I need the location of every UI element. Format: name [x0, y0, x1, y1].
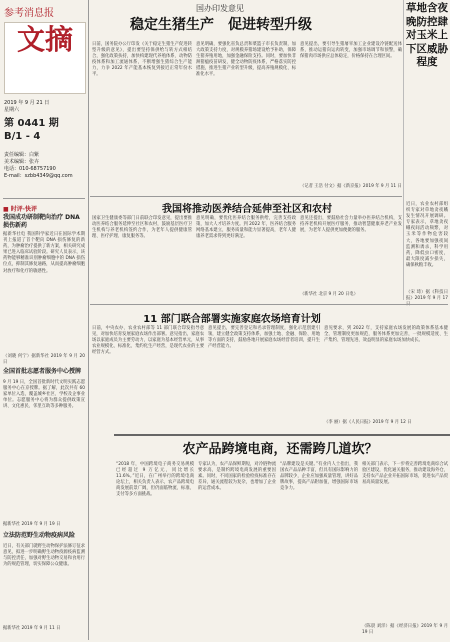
- middle-story-byline: （新华社 北京 9 月 20 日电）: [300, 292, 358, 297]
- page-range: B/1 - 4: [4, 131, 41, 142]
- paper-name: 参考消息报: [4, 8, 54, 19]
- left-story2-title: 全国首批志愿者服务中心授牌: [3, 368, 82, 375]
- section-tag: ■ 时评·快评: [3, 206, 38, 213]
- middle-story-headline: 我国将推动医养结合延伸至社区和农村: [162, 204, 332, 215]
- left-story1-title: 我国成功研制靶向治疗 DNA 损伤新药: [3, 214, 80, 229]
- top-story-byline: （记者 王浩 付文）据《新京报》2019 年 9 月 11 日: [300, 184, 402, 189]
- cross-border-body-2: 专家认为，农产品保鲜期短，对冷链物流要求高，是制约跨境电商发展的重要因素。同时，不同国家的检验检疫标准存在差异，通关流程较为复杂，也增加了企业的运营成本。: [198, 462, 276, 492]
- right-divider: [403, 0, 404, 300]
- cross-border-body-3: “品牌建设是关键。”有业内人士指出，我国农产品品种丰富，但具有国际影响力的品牌较少，企业应加强质量管理，讲好品牌故事，提高产品附加值，增强国际市场竞争力。: [280, 462, 358, 492]
- left-story3-byline: 据新华社 2019 年 9 月 11 日: [3, 626, 61, 631]
- left-story2-body: 9 月 19 日，全国首批新时代文明实践志愿服务中心在京授牌。据了解，此次共有 60 家单位入选，覆盖城乡社区、学校及企事业单位。志愿服务中心将为群众提供政策宣讲、文化惠民、邻里互助等多种服务。: [3, 380, 85, 410]
- left-story2-byline: 据新华社 2019 年 9 月 19 日: [3, 522, 61, 527]
- editor-line-2: 美术编辑：张卉: [4, 159, 40, 165]
- divider: [90, 304, 448, 305]
- divider: [90, 196, 402, 197]
- farm-story-byline: （李 丽）据《人民日报》2019 年 9 月 12 日: [324, 420, 412, 425]
- issue-number: 第 0441 期: [4, 118, 59, 129]
- editor-line-1: 责任编辑：白紫: [4, 152, 40, 158]
- right-body: 近日，农业农村部组织专家对草地贪夜蛾发生情况开展调研。专家表示，草地贪夜蛾夜间活动频繁，对玉米等作物危害较大，各地要加强夜间监测和诱杀，科学用药，降低虫口密度，最大限度减少损失，确保秋粮丰收。: [406, 202, 448, 268]
- farm-story-body-left: 日前，中央农办、农业农村部等 11 部门联合印发指导意见，对加快培育发展家庭农场作出部署。意见指出，家庭农场以家庭成员为主要劳动力，以家庭为基本经营单元，从事农业规模化、标准化、集约化生产经营，是现代农业的主要经营方式。: [92, 326, 204, 356]
- editor-line-3: 电话：010-68757190: [4, 166, 56, 172]
- right-headline: 草地含夜晚防控肆对玉米上下区威胁程度: [406, 2, 448, 69]
- cross-border-body-4: 相关部门表示，下一步将完善跨境电商综合试验区建设，优化通关服务，推动建设海外仓，支持农产品企业开拓国际市场，促进农产品贸易高质量发展。: [362, 462, 448, 486]
- middle-story-body-mid: 意见明确，要优化医养结合服务供给，完善支持政策，加大人才培养力度。到 2022 年，医养结合服务网络基本建立，服务质量和能力显著提高，老年人健康养老需求得到更好满足。: [196, 216, 296, 240]
- cross-border-body-1: “2018 年，中国跨境电子商务交易规模已经超过 9 万亿元，同比增长 11.6%。”近日，在广州举行的跨境电商论坛上，相关负责人表示，农产品跨境电商发展前景广阔，但仍面临物流、标准、支付等多方面挑战。: [116, 462, 194, 498]
- left-story3-title: 立法防范野生动物疫病风险: [3, 532, 76, 539]
- top-story-body-mid: 意见明确，要强化省负总责和菜篮子市长负责制，加大政策支持力度，对规模养猪场建设给予补助，保障生猪养殖用地，加强金融保险支持。同时，要加快非洲猪瘟疫苗研发，健全动物防疫体系，严格落实防控措施，推进生猪产业转型升级，提高养殖规模化、标准化水平。: [196, 42, 296, 78]
- middle-story-body-right: 意见还提出，要鼓励社会力量举办医养结合机构，支持养老机构开展医疗服务，推动智慧健康养老产业发展，为老年人提供更加便捷的服务。: [300, 216, 402, 234]
- left-story1-body: 据新华社电 我国科学家近日在国际学术期刊上报道了首个靶向 DNA 损伤修复的新药，为肿瘤治疗提供了新方案，相关研究成果已进入临床试验阶段。研究人员表示，该药物能够精准识别肿瘤细胞中的 DNA 损伤位点，抑制其修复通路，从而提高肿瘤细胞对放疗和化疗的敏感性。: [3, 232, 85, 274]
- left-column: [0, 0, 89, 640]
- farm-story-body-right: 意见要求，到 2022 年，支持家庭农场发展的政策体系基本健全，管理制度更加规范，服务体系更加完善，一批规模适度、生产集约、管理先进、效益明显的家庭农场加快成长。: [324, 326, 448, 344]
- editor-line-4: E-mail：szbb4349@qq.com: [4, 173, 73, 179]
- issue-weekday: 星期六: [4, 107, 20, 113]
- right-byline: （宋 琦）据《科技日报》2019 年 9 月 17: [406, 290, 448, 302]
- top-story-body-right: 意见提出，要引导生猪屠宰加工企业建设冷链配送体系，推动运猪向运肉转变，加强市场调节和预警，确保猪肉市场供应总体稳定，价格保持在合理区间。: [300, 42, 402, 60]
- left-story1-byline: （刘晓 何宁）据新华社 2019 年 9 月 20 日: [3, 354, 85, 366]
- farm-story-body-mid: 意见提出，要完善登记和名录管理制度，强化示范创建引领，建立健全政策支持体系，加强土地、金融、保险、用地等方面的支持，鼓励各地开展家庭农场经营者培训，提升生产经营能力。: [208, 326, 320, 350]
- cross-border-headline: 农产品跨境电商，还需跨几道坎？: [182, 442, 378, 457]
- farm-story-headline: 11 部门联合部署实施家庭农场培育计划: [143, 314, 321, 325]
- cross-border-byline: （陈晨 刘洋）据《经济日报》2019 年 9 月 19 日: [362, 624, 448, 636]
- top-story-kicker: 国办印发意见: [196, 4, 244, 13]
- top-story-headline: 稳定生猪生产 促进转型升级: [130, 17, 312, 33]
- section-name: 文摘: [4, 22, 86, 94]
- divider: [3, 198, 85, 199]
- top-story-body-left: 日前，国务院办公厅印发《关于稳定生猪生产促进转型升级的意见》，提出要坚持保供给与转方式相结合，强化政策扶持，加快构建现代养殖体系、动物防疫体系和加工流通体系，不断增强生猪综合生产能力，力争 2022 年产能基本恢复到接近正常年份水平。: [92, 42, 192, 78]
- left-story3-body: 近日，有关部门就野生动物保护法修订征求意见，拟进一步明确野生动物疫源疫病监测与防控责任，加强对野生动物交易和食用行为的规范管理，切实保障公众健康。: [3, 544, 85, 568]
- issue-date: 2019 年 9 月 21 日: [4, 100, 50, 106]
- middle-story-body-left: 国家卫生健康委等部门日前联合印发意见，提出要推动医养结合服务延伸至社区和农村，鼓励基层医疗卫生机构与养老机构签约合作，为老年人提供健康管理、医疗护理、康复服务等。: [92, 216, 192, 240]
